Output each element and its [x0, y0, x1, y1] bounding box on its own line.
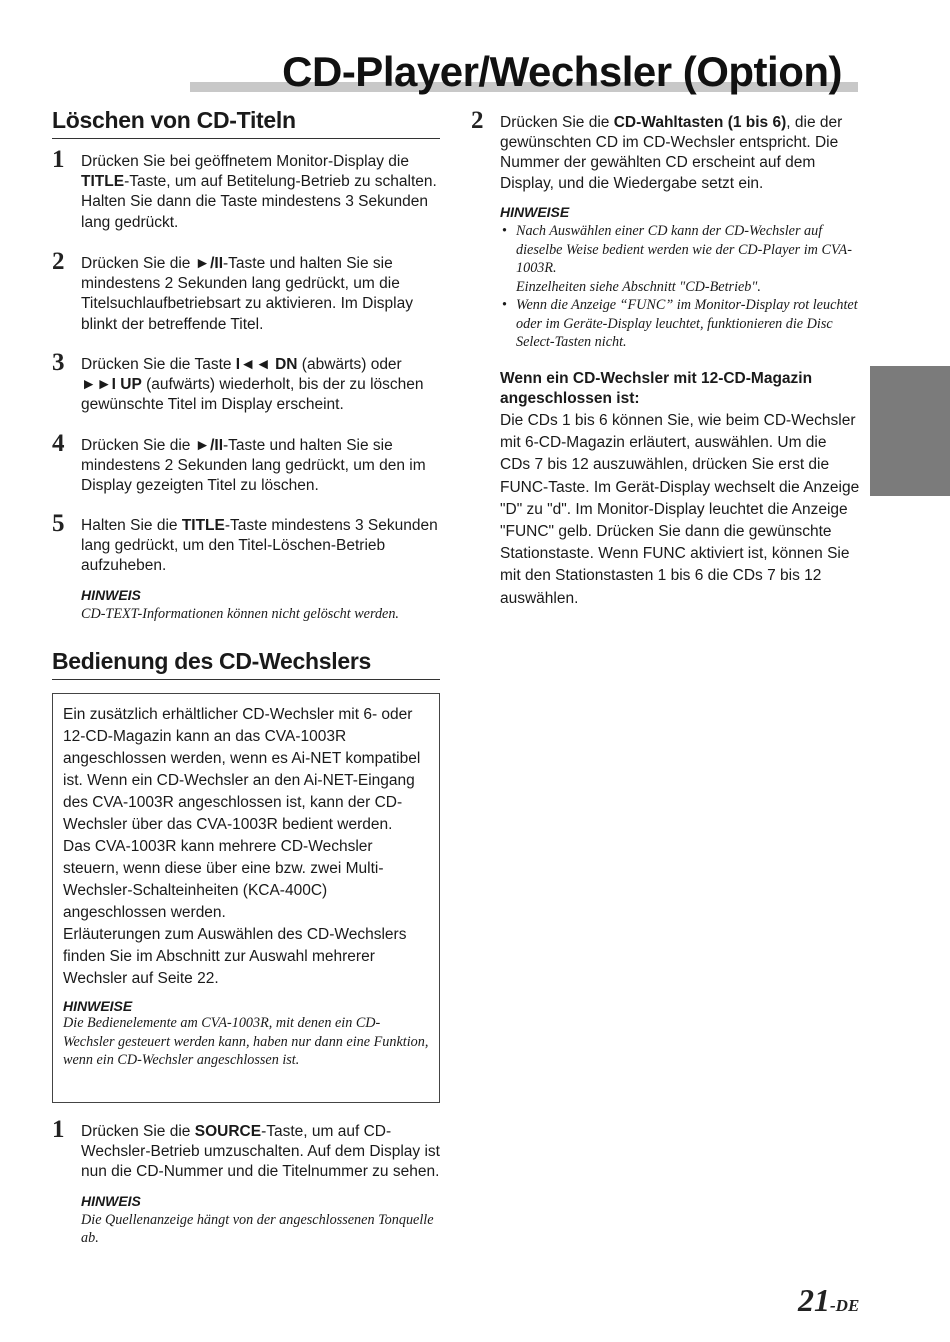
note-heading: HINWEIS — [81, 586, 141, 603]
step-text: Drücken Sie die SOURCE-Taste, um auf CD-Wechsler-Betrieb umzuschalten. Auf dem Display ist nun die CD-Nummer und die Titelnummer zu sehen. HINWEIS Die Quellenanzeige hängt von der angeschlossenen Tonquelle ab. — [81, 1123, 440, 1247]
step-number: 4 — [52, 430, 65, 457]
step-number: 1 — [52, 1116, 65, 1143]
note-body: CD-TEXT-Informationen können nicht gelöscht werden. — [81, 605, 399, 622]
note-heading: HINWEIS — [81, 1192, 141, 1209]
box-note-heading: HINWEISE — [63, 998, 133, 1014]
step-number: 1 — [52, 146, 65, 173]
step-text: Drücken Sie die ►/II-Taste und halten Sie sie mindestens 2 Sekunden lang gedrückt, um die Titelsuchlaufbetriebsart zu aktivieren. Im Display blinkt der betreffende Titel. — [81, 255, 413, 333]
step-text: Drücken Sie bei geöffnetem Monitor-Display die TITLE-Taste, um auf Betitelung-Betrieb zu schalten. Halten Sie dann die Taste mindestens 3 Sekunden lang gedrückt. — [81, 153, 437, 231]
step-number: 2 — [52, 248, 65, 275]
box-note-body: Die Bedienelemente am CVA-1003R, mit denen ein CD-Wechsler gesteuert werden kann, haben nur dann eine Funktion, wenn ein CD-Wechsler angeschlossen ist. — [63, 1015, 429, 1068]
page-number: 21-DE — [798, 1282, 860, 1318]
subheading-12cd: Wenn ein CD-Wechsler mit 12-CD-Magazin angeschlossen ist: — [500, 370, 813, 407]
notes-list — [500, 222, 863, 352]
step-text: Halten Sie die TITLE-Taste mindestens 3 Sekunden lang gedrückt, um den Titel-Löschen-Betrieb aufzuheben. HINWEIS CD-TEXT-Informationen können nicht gelöscht werden. — [81, 516, 440, 623]
step-number: 3 — [52, 349, 65, 376]
step-number: 2 — [471, 107, 484, 134]
note-item: • Wenn die Anzeige “FUNC” im Monitor-Display rot leuchtet oder im Geräte-Display leuchtet, funktionieren die Disc Select-Tasten nicht. — [500, 296, 863, 352]
box-paragraph: Erläuterungen zum Auswählen des CD-Wechslers finden Sie im Abschnitt zur Auswahl mehrerer Wechsler auf Seite 22. — [63, 926, 407, 987]
paragraph-12cd: Die CDs 1 bis 6 können Sie, wie beim CD-Wechsler mit 6-CD-Magazin erläutert, auswählen. Um die CDs 7 bis 12 auszuwählen, drücken Sie erst die FUNC-Taste. Im Gerät-Display wechselt die Anzeige "D" zu "d". Im Monitor-Display leuchtet die Anzeige "FUNC" gelb. Drücken Sie dann die gewünschte Stationstaste. Wenn FUNC aktiviert ist, können Sie mit den Stationstasten 1 bis 6 die CDs 7 bis 12 auswählen. — [500, 412, 860, 607]
step-number: 5 — [52, 510, 65, 537]
side-tab-marker — [870, 366, 950, 496]
section-heading-loeschen: Löschen von CD-Titeln — [52, 107, 440, 139]
box-paragraph: Ein zusätzlich erhältlicher CD-Wechsler mit 6- oder 12-CD-Magazin kann an das CVA-1003R angeschlossen werden, wenn es Ai-NET kompatibel ist. Wenn ein CD-Wechsler an den Ai-NET-Eingang des CVA-1003R angeschlossen ist, kann der CD-Wechsler über das CVA-1003R bedient werden. — [63, 706, 421, 833]
step-text: Drücken Sie die ►/II-Taste und halten Sie sie mindestens 2 Sekunden lang gedrückt, um den im Display gezeigten Titel zu löschen. — [81, 437, 426, 495]
info-box — [52, 693, 440, 1103]
section-heading-bedienung: Bedienung des CD-Wechslers — [52, 648, 440, 680]
box-paragraph: Das CVA-1003R kann mehrere CD-Wechsler steuern, wenn diese über eine bzw. zwei Multi-Wechsler-Schalteinheiten (KCA-400C) angeschlossen werden. — [63, 838, 384, 921]
note-item: • Nach Auswählen einer CD kann der CD-Wechsler auf dieselbe Weise bedient werden wie der CD-Player im CVA-1003R. Einzelheiten siehe Abschnitt "CD-Betrieb". — [500, 222, 863, 296]
page-title: CD-Player/Wechsler (Option) — [282, 48, 842, 95]
step-text: Drücken Sie die CD-Wahltasten (1 bis 6), die der gewünschten CD im CD-Wechsler entspricht. Die Nummer der gewählten CD erscheint auf dem Display, und die Wiedergabe setzt ein. HINWEISE • Nach Auswählen einer CD kann der CD-Wechsler auf dieselbe Weise bedient werden wie der CD-Player im CVA-1003R. Einzelheiten siehe Abschnitt "CD-Betrieb". • Wenn die Anzeige “FUNC” im Monitor-Display rot leuchtet oder im Geräte-Display leuchtet, funktionieren die Disc Select-Tasten nicht. — [500, 113, 863, 352]
note-body: Die Quellenanzeige hängt von der angeschlossenen Tonquelle ab. — [81, 1211, 434, 1247]
note-heading: HINWEISE — [500, 203, 570, 220]
step-text: Drücken Sie die Taste I◄◄ DN (abwärts) oder ►►I UP (aufwärts) wiederholt, bis der zu löschen gewünschte Titel im Display erscheint. — [81, 356, 424, 414]
